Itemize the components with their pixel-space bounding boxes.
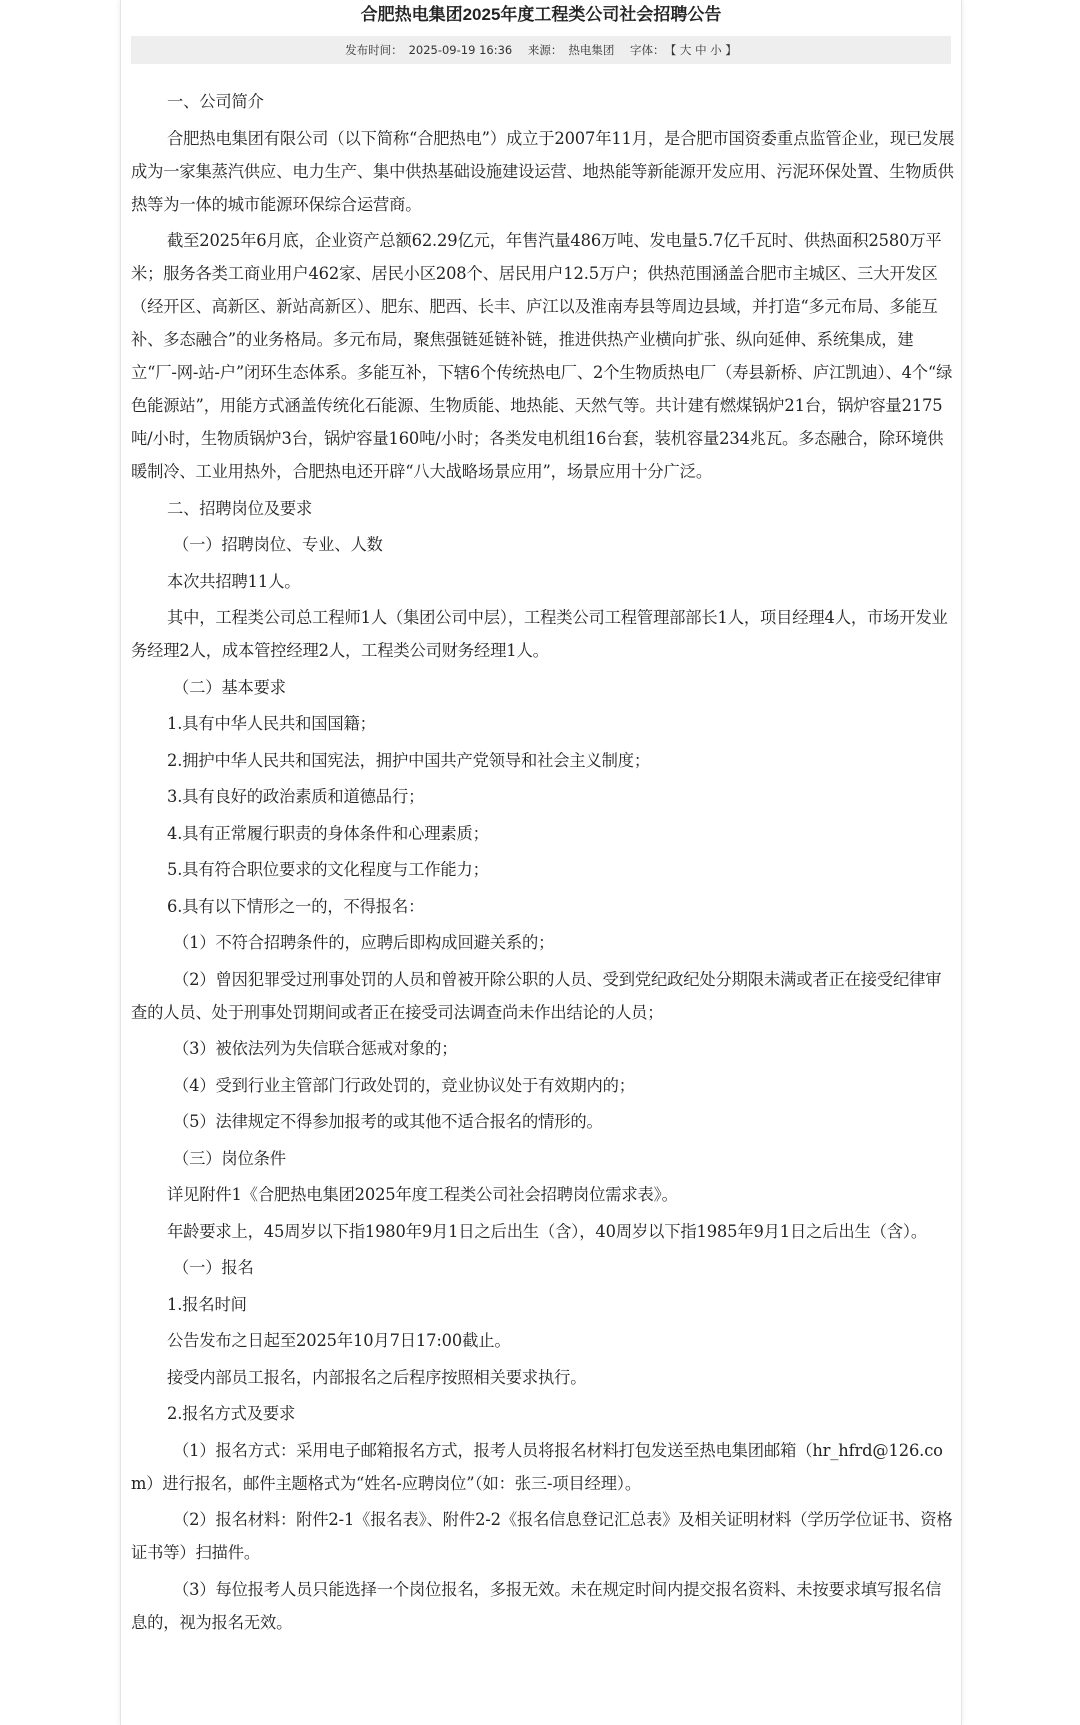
publish-time-value: 2025-09-19 16:36 xyxy=(408,43,513,57)
paragraph-company-stats: 截至2025年6月底，企业资产总额62.29亿元，年售汽量486万吨、发电量5.7亿千瓦时、供热面积2580万平米；服务各类工商业用户462家、居民小区208个、居民用户12.5万户；供热范围涵盖合肥市主城区、三大开发区（经开区、高新区、新站高新区）、肥东、肥西、长丰、庐江以及淮南寿县等周边县域，并打造“多元布局、多能互补、多态融合”的业务格局。多元布局，聚焦强链延链补链，推进供热产业横向扩张、纵向延伸、系统集成，建立“厂-网-站-户”闭环生态体系。多能互补，下辖6个传统热电厂、2个生物质热电厂（寿县新桥、庐江凯迪）、4个“绿色能源站”，用能方式涵盖传统化石能源、生物质能、地热能、天然气等。共计建有燃煤锅炉21台，锅炉容量2175吨/小时，生物质锅炉3台，锅炉容量160吨/小时；各类发电机组16台套，装机容量234兆瓦。多态融合，除环境供暖制冷、工业用热外，合肥热电还开辟“八大战略场景应用”，场景应用十分广泛。 xyxy=(131,231,953,481)
registration-method-item: （3）每位报考人员只能选择一个岗位报名，多报无效。未在规定时间内提交报名资料、未按要求填写报名信息的，视为报名无效。 xyxy=(131,1579,942,1632)
paragraph-company-intro: 合肥热电集团有限公司（以下简称“合肥热电”）成立于2007年11月，是合肥市国资委重点监管企业，现已发展成为一家集蒸汽供应、电力生产、集中供热基础设施建设运营、地热能等新能源开发应用、污泥环保处置、生物质供热等为一体的城市能源环保综合运营商。 xyxy=(131,128,955,214)
requirement-item: 6.具有以下情形之一的，不得报名： xyxy=(167,896,425,916)
article-body xyxy=(131,85,956,1642)
exclusion-item: （2）曾因犯罪受过刑事处罚的人员和曾被开除公职的人员、受到党纪政纪处分期限未满或者正在接受纪律审查的人员、处于刑事处罚期间或者正在接受司法调查尚未作出结论的人员； xyxy=(131,969,942,1022)
paragraph-position-breakdown: 其中，工程类公司总工程师1人（集团公司中层），工程类公司工程管理部部长1人，项目经理4人，市场开发业务经理2人，成本管控经理2人，工程类公司财务经理1人。 xyxy=(131,608,948,660)
requirement-item: 5.具有符合职位要求的文化程度与工作能力； xyxy=(167,860,489,879)
article-page xyxy=(120,0,962,1725)
exclusion-item: （4）受到行业主管部门行政处罚的，竞业协议处于有效期内的； xyxy=(173,1075,635,1095)
article-title: 合肥热电集团2025年度工程类公司社会招聘公告 xyxy=(360,5,722,24)
paragraph-total-hires: 本次共招聘11人。 xyxy=(167,571,301,591)
requirement-item: 2.拥护中华人民共和国宪法，拥护中国共产党领导和社会主义制度； xyxy=(167,750,651,770)
registration-method-item: （1）报名方式：采用电子邮箱报名方式，报考人员将报名材料打包发送至热电集团邮箱（hr_hfrd@126.com）进行报名，邮件主题格式为“姓名-应聘岗位”（如：张三-项目经理）。 xyxy=(131,1440,943,1493)
exclusion-item: （1）不符合招聘条件的，应聘后即构成回避关系的； xyxy=(173,933,555,952)
source xyxy=(525,43,618,57)
paragraph-internal-registration: 接受内部员工报名，内部报名之后程序按照相关要求执行。 xyxy=(167,1367,587,1387)
requirement-item: 4.具有正常履行职责的身体条件和心理素质； xyxy=(167,823,489,843)
source-value: 热电集团 xyxy=(568,43,615,57)
paragraph-registration-deadline: 公告发布之日起至2025年10月7日17:00截止。 xyxy=(167,1331,511,1350)
requirement-item: 1.具有中华人民共和国国籍； xyxy=(167,714,376,733)
exclusion-item: （3）被依法列为失信联合惩戒对象的； xyxy=(173,1039,458,1058)
subheading-registration-time: 1.报名时间 xyxy=(167,1294,247,1314)
article-meta xyxy=(131,36,951,64)
font-label: 字体： xyxy=(630,43,665,57)
font-size-control xyxy=(627,43,740,57)
subheading-basic-requirements: （二）基本要求 xyxy=(173,677,286,697)
source-label: 来源： xyxy=(527,43,563,57)
requirement-item: 3.具有良好的政治素质和道德品行； xyxy=(167,787,425,806)
exclusion-item: （5）法律规定不得参加报考的或其他不适合报名的情形的。 xyxy=(173,1112,603,1131)
section-heading-company-intro: 一、公司简介 xyxy=(167,92,264,111)
publish-label: 发布时间： xyxy=(345,43,403,57)
subheading-position-conditions: （三）岗位条件 xyxy=(173,1148,286,1168)
subheading-registration: （一）报名 xyxy=(173,1258,254,1277)
subheading-positions-count: （一）招聘岗位、专业、人数 xyxy=(173,535,383,554)
section-heading-positions: 二、招聘岗位及要求 xyxy=(167,498,313,518)
subheading-registration-method: 2.报名方式及要求 xyxy=(167,1404,296,1423)
paragraph-age-requirement: 年龄要求上，45周岁以下指1980年9月1日之后出生（含），40周岁以下指1985年9月1日之后出生（含）。 xyxy=(167,1221,928,1241)
paragraph-attachment-reference: 详见附件1《合肥热电集团2025年度工程类公司社会招聘岗位需求表》。 xyxy=(167,1185,678,1204)
publish-time xyxy=(342,43,515,57)
registration-method-item: （2）报名材料：附件2-1《报名表》、附件2-2《报名信息登记汇总表》及相关证明材料（学历学位证书、资格证书等）扫描件。 xyxy=(131,1510,953,1562)
font-size-links[interactable]: 【 大 中 小 】 xyxy=(670,43,737,57)
